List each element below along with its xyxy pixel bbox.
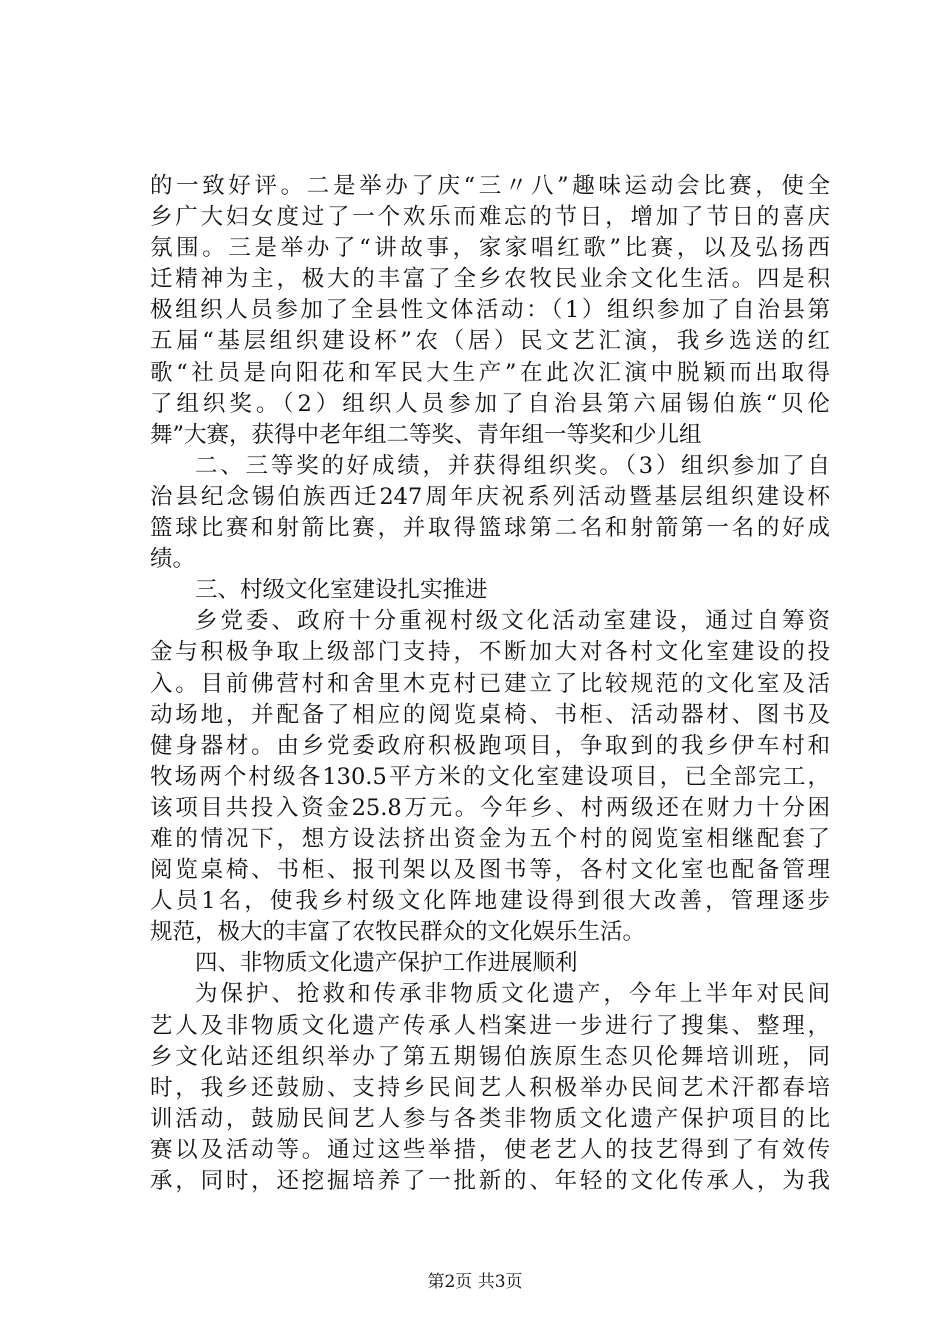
text-line: 治县纪念锡伯族西迁247周年庆祝系列活动暨基层组织建设杯 (150, 483, 830, 510)
text-line: 阅览桌椅、书柜、报刊架以及图书等，各村文化室也配备管理 (150, 857, 830, 884)
text-line: 难的情况下，想方设法挤出资金为五个村的阅览室相继配套了 (150, 825, 830, 852)
text-line: 篮球比赛和射箭比赛，并取得篮球第二名和射箭第一名的好成 (150, 515, 830, 542)
text-line: 四、非物质文化遗产保护工作进展顺利 (195, 950, 578, 977)
text-line: 牧场两个村级各130.5平方米的文化室建设项目，已全部完工， (150, 763, 830, 790)
text-line: 二、三等奖的好成绩，并获得组织奖。（3）组织参加了自 (195, 452, 830, 479)
text-line: 承，同时，还挖掘培养了一批新的、年轻的文化传承人，为我 (150, 1168, 830, 1194)
text-line: 歌“社员是向阳花和军民大生产”在此次汇演中脱颖而出取得 (150, 359, 830, 386)
text-line: 的一致好评。二是举办了庆“三〃八”趣味运动会比赛，使全 (150, 173, 830, 199)
text-line: 时，我乡还鼓励、支持乡民间艺人积极举办民间艺术汗都春培 (150, 1074, 830, 1101)
text-line: 绩。 (150, 546, 196, 573)
text-line: 入。目前佛营村和舍里木克村已建立了比较规范的文化室及活 (150, 670, 830, 697)
text-line: 为保护、抢救和传承非物质文化遗产，今年上半年对民间 (195, 981, 830, 1008)
text-line: 乡党委、政府十分重视村级文化活动室建设，通过自筹资 (195, 608, 830, 635)
page-footer: 第2页 共3页 (427, 1272, 523, 1292)
text-line: 健身器材。由乡党委政府积极跑项目，争取到的我乡伊车村和 (150, 732, 830, 759)
text-line: 三、村级文化室建设扎实推进 (195, 577, 488, 604)
text-line: 人员1名，使我乡村级文化阵地建设得到很大改善，管理逐步 (150, 888, 830, 915)
text-line: 规范，极大的丰富了农牧民群众的文化娱乐生活。 (150, 919, 646, 946)
text-line: 乡文化站还组织举办了第五期锡伯族原生态贝伦舞培训班，同 (150, 1043, 830, 1070)
text-line: 金与积极争取上级部门支持，不断加大对各村文化室建设的投 (150, 639, 830, 666)
text-line: 动场地，并配备了相应的阅览桌椅、书柜、活动器材、图书及 (150, 701, 830, 728)
text-line: 该项目共投入资金25.8万元。今年乡、村两级还在财力十分困 (150, 794, 830, 821)
text-line: 赛以及活动等。通过这些举措，使老艺人的技艺得到了有效传 (150, 1136, 830, 1163)
document-body (150, 171, 830, 1197)
text-line: 艺人及非物质文化遗产传承人档案进一步进行了搜集、整理， (150, 1012, 830, 1039)
text-line: 训活动，鼓励民间艺人参与各类非物质文化遗产保护项目的比 (150, 1105, 830, 1132)
text-line: 迁精神为主，极大的丰富了全乡农牧民业余文化生活。四是积 (150, 266, 830, 293)
text-line: 氛围。三是举办了“讲故事，家家唱红歌”比赛，以及弘扬西 (150, 235, 830, 262)
text-line: 了组织奖。（2）组织人员参加了自治县第六届锡伯族“贝伦 (150, 390, 830, 417)
text-line: 舞”大赛，获得中老年组二等奖、青年组一等奖和少儿组 (150, 421, 702, 448)
text-line: 乡广大妇女度过了一个欢乐而难忘的节日，增加了节日的喜庆 (150, 204, 830, 231)
text-line: 极组织人员参加了全县性文体活动：（1）组织参加了自治县第 (150, 297, 830, 324)
text-line: 五届“基层组织建设杯”农（居）民文艺汇演，我乡选送的红 (150, 328, 830, 355)
